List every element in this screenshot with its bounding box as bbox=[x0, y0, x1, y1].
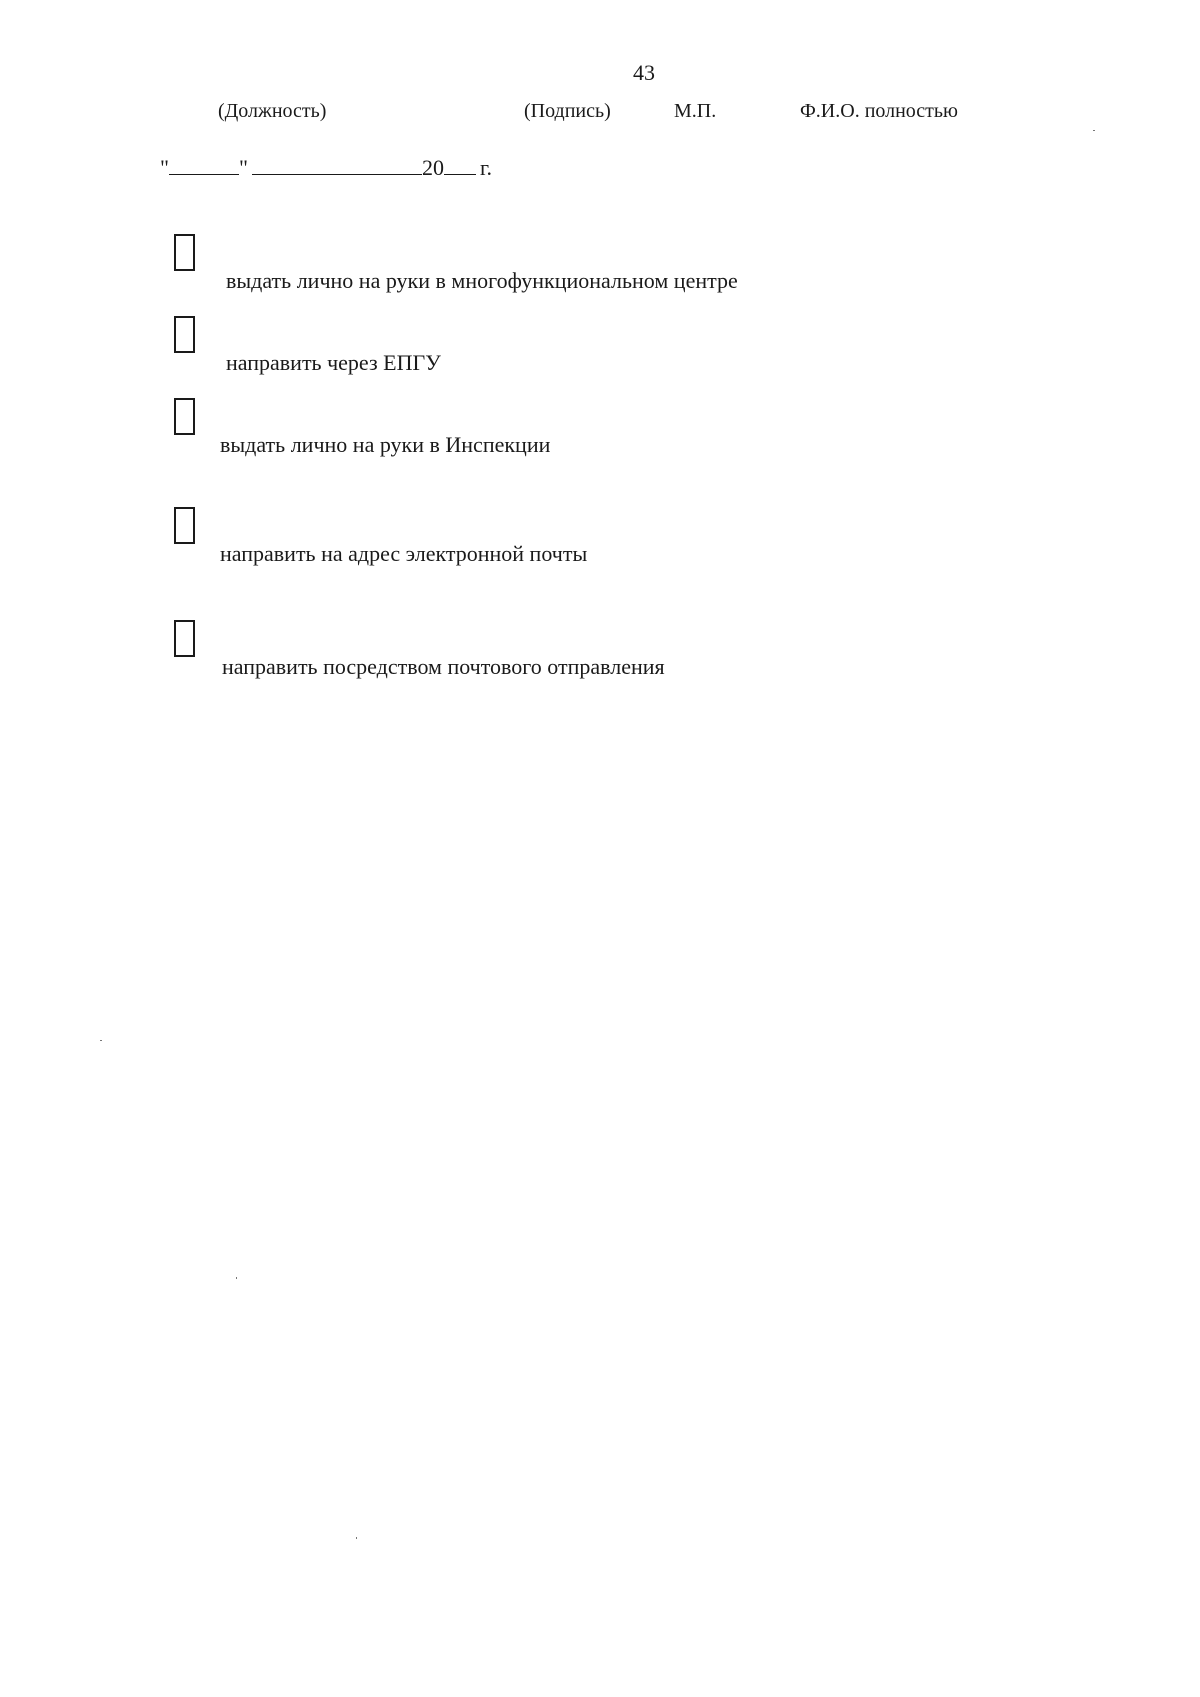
scan-speck bbox=[1093, 130, 1095, 131]
checkbox-post[interactable] bbox=[174, 620, 195, 657]
date-line bbox=[160, 155, 492, 181]
date-open-quote: " bbox=[160, 155, 169, 180]
full-name-label: Ф.И.О. полностью bbox=[800, 100, 958, 122]
page-number: 43 bbox=[633, 60, 655, 85]
date-close-quote: " bbox=[238, 155, 248, 180]
option-label-inspection: выдать лично на руки в Инспекции bbox=[220, 432, 551, 457]
signature-label: (Подпись) bbox=[524, 100, 611, 122]
checkbox-epgu[interactable] bbox=[174, 316, 195, 353]
year-suffix: г. bbox=[479, 155, 493, 180]
position-label: (Должность) bbox=[218, 100, 327, 122]
checkbox-email[interactable] bbox=[174, 507, 195, 544]
scan-speck bbox=[356, 1537, 357, 1539]
year-blank[interactable] bbox=[444, 156, 476, 175]
checkbox-inspection[interactable] bbox=[174, 398, 195, 435]
month-blank[interactable] bbox=[252, 156, 422, 175]
seal-label: М.П. bbox=[674, 100, 717, 122]
scan-speck bbox=[236, 1277, 237, 1279]
year-prefix: 20 bbox=[421, 155, 444, 180]
option-label-post: направить посредством почтового отправления bbox=[222, 654, 665, 679]
option-label-epgu: направить через ЕПГУ bbox=[226, 350, 441, 375]
option-label-email: направить на адрес электронной почты bbox=[220, 541, 588, 566]
scan-speck bbox=[100, 1040, 102, 1041]
checkbox-mfc[interactable] bbox=[174, 234, 195, 271]
option-label-mfc: выдать лично на руки в многофункциональном центре bbox=[226, 268, 738, 293]
day-blank[interactable] bbox=[169, 156, 239, 175]
